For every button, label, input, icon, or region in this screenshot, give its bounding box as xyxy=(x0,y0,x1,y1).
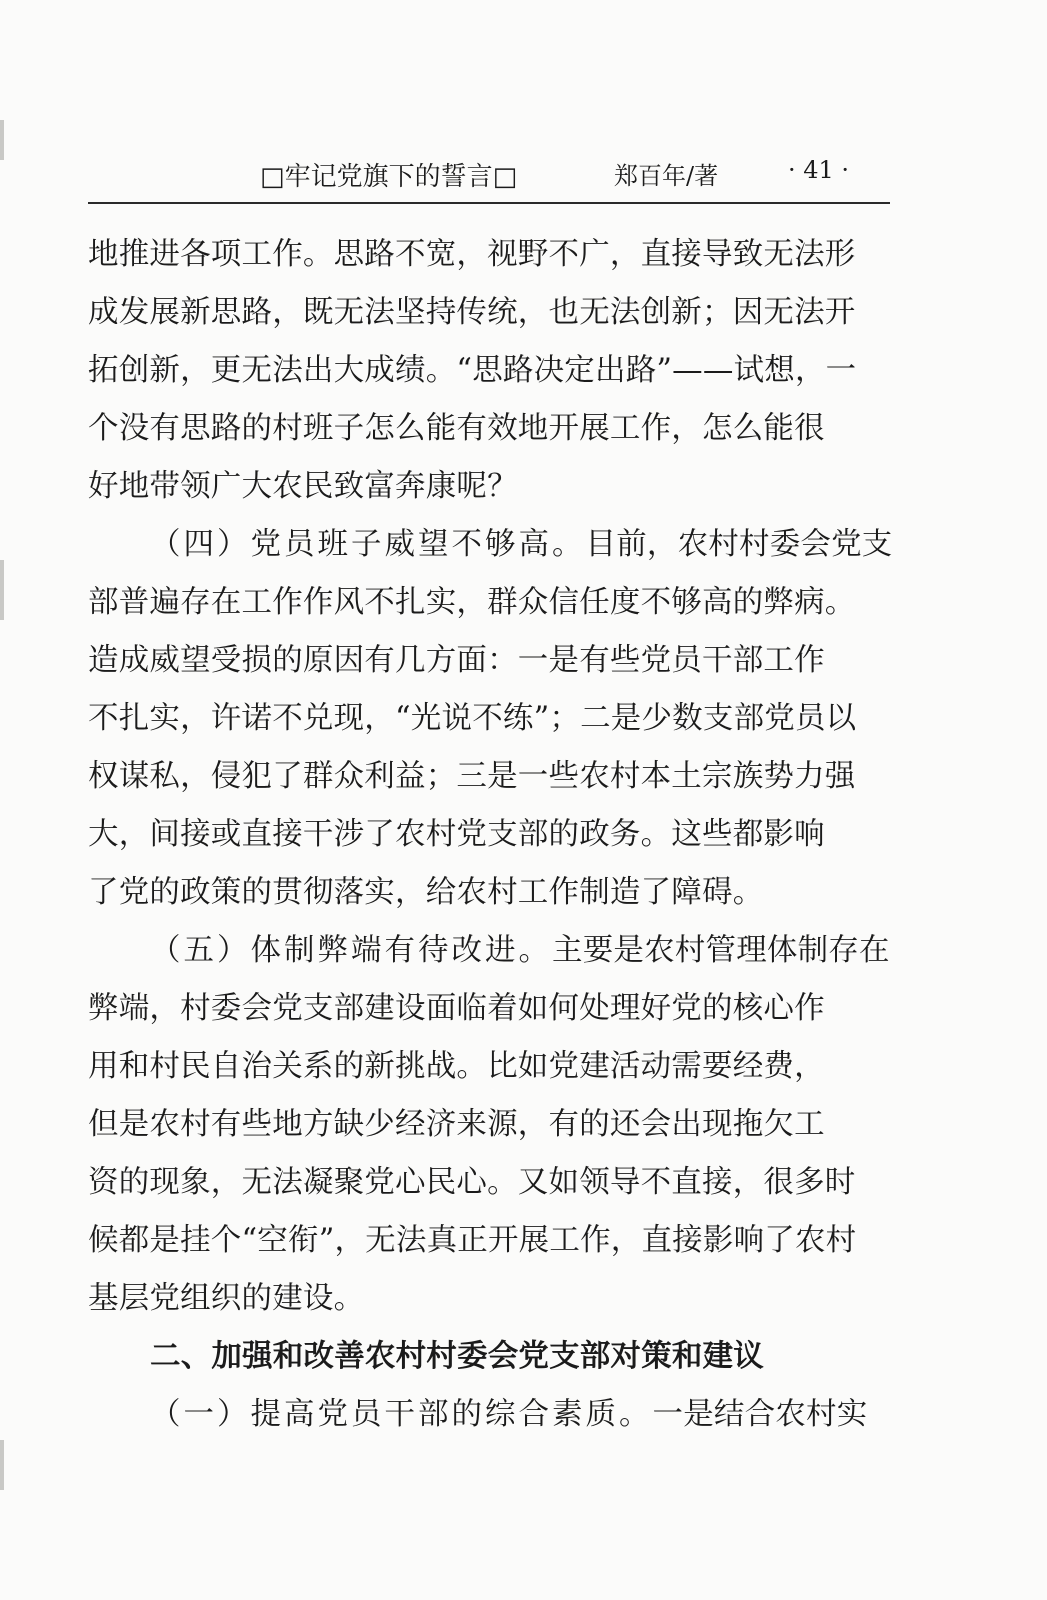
text-line: 个没有思路的村班子怎么能有效地开展工作，怎么能很 xyxy=(88,411,825,446)
text-line: 大，间接或直接干涉了农村党支部的政务。这些都影响 xyxy=(88,817,825,852)
scan-edge-mark xyxy=(0,120,4,160)
book-title: □牢记党旗下的誓言□ xyxy=(260,162,518,192)
text-line: 拓创新，更无法出大成绩。“思路决定出路”——试想，一 xyxy=(88,353,857,388)
text-line: 基层党组织的建设。 xyxy=(88,1281,365,1316)
text-line: 不扎实，许诺不兑现，“光说不练”；二是少数支部党员以 xyxy=(88,701,857,736)
scan-edge-mark xyxy=(0,1440,4,1490)
page-number: · 41 · xyxy=(788,156,850,184)
text-line: 弊端，村委会党支部建设面临着如何处理好党的核心作 xyxy=(88,991,825,1026)
text-line: 部普遍存在工作作风不扎实，群众信任度不够高的弊病。 xyxy=(88,585,856,620)
running-header xyxy=(88,152,888,198)
text-line: 成发展新思路，既无法坚持传统，也无法创新；因无法开 xyxy=(88,295,856,330)
scan-edge-mark xyxy=(0,560,4,620)
paragraph-lead-line: （四）党员班子威望不够高。目前，农村村委会党支 xyxy=(150,527,893,562)
section-lead: （五）体制弊端有待改进。 xyxy=(150,933,552,968)
paragraph-lead-line: （一）提高党员干部的综合素质。一是结合农村实 xyxy=(150,1397,868,1432)
text-line: 但是农村有些地方缺少经济来源，有的还会出现拖欠工 xyxy=(88,1107,825,1142)
text-line: 好地带领广大农民致富奔康呢？ xyxy=(88,469,518,504)
text-line: 权谋私，侵犯了群众利益；三是一些农村本土宗族势力强 xyxy=(88,759,856,794)
text-line: 造成威望受损的原因有几方面：一是有些党员干部工作 xyxy=(88,643,825,678)
body-text xyxy=(88,226,898,1444)
section-lead: （一）提高党员干部的综合素质。 xyxy=(150,1397,653,1432)
text-line: 了党的政策的贯彻落实，给农村工作制造了障碍。 xyxy=(88,875,764,910)
author-credit: 郑百年/著 xyxy=(614,162,719,190)
paragraph-lead-line: （五）体制弊端有待改进。主要是农村管理体制存在 xyxy=(150,933,890,968)
section-heading: 二、加强和改善农村村委会党支部对策和建议 xyxy=(150,1339,764,1374)
header-rule xyxy=(88,202,890,204)
text-line: 候都是挂个“空衔”，无法真正开展工作，直接影响了农村 xyxy=(88,1223,857,1258)
text-line: 资的现象，无法凝聚党心民心。又如领导不直接，很多时 xyxy=(88,1165,856,1200)
text-line: 地推进各项工作。思路不宽，视野不广，直接导致无法形 xyxy=(88,237,856,272)
section-lead: （四）党员班子威望不够高。 xyxy=(150,527,586,562)
text-line: 用和村民自治关系的新挑战。比如党建活动需要经费， xyxy=(88,1049,825,1084)
